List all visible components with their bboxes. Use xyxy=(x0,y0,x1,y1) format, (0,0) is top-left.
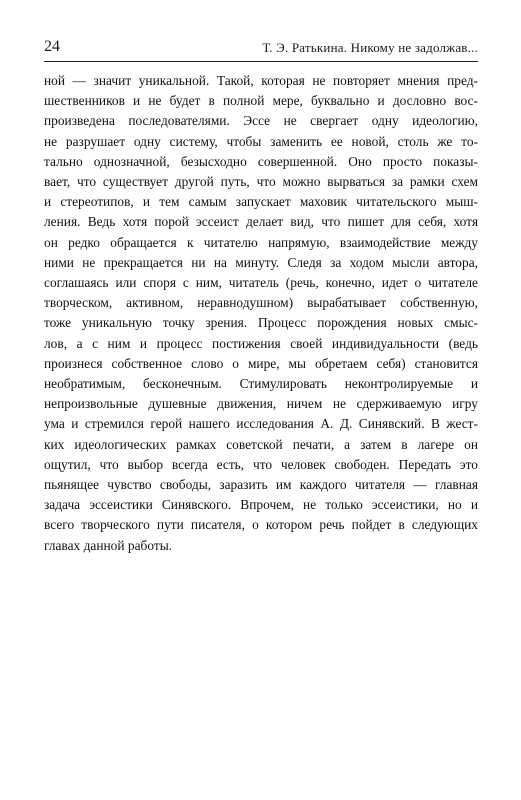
text-line: вает, что существует другой путь, что можно вырваться за рамки схем xyxy=(44,174,478,190)
text-line: ких идеологических рамках советской печати, а затем в лагере он xyxy=(44,436,478,452)
text-line: тоже уникальную точку зрения. Процесс порождения новых смыс- xyxy=(44,315,478,331)
text-line: ума и стремился герой нашего исследования А. Д. Синявский. В жест- xyxy=(44,416,478,432)
text-line: ними не прекращается ни на минуту. Следя за ходом мысли автора, xyxy=(44,254,478,270)
text-line: главах данной работы. xyxy=(44,537,173,553)
text-line: и стереотипов, и тем самым запускает маховик читательского мыш- xyxy=(44,194,478,210)
text-line: тально однозначной, безысходно совершенной. Оно просто показы- xyxy=(44,153,478,169)
text-line: задача эссеистики Синявского. Впрочем, не только эссеистики, но и xyxy=(44,497,478,513)
text-line: произведена последователями. Эссе не свергает одну идеологию, xyxy=(44,113,478,129)
text-line: ления. Ведь хотя порой эссеист делает вид, что пишет для себя, хотя xyxy=(44,214,478,230)
text-line: пьянящее чувство свободы, заразить им каждого читателя — главная xyxy=(44,477,478,493)
text-line: соглашаясь или споря с ним, читатель (речь, конечно, идет о читателе xyxy=(44,275,478,291)
text-line: всего творческого пути писателя, о котором речь пойдет в следующих xyxy=(44,517,478,533)
text-line: непроизвольные душевные движения, ничем не сдерживаемую игру xyxy=(44,396,478,412)
text-line: произнеся собственное слово о мире, мы обретаем себя) становится xyxy=(44,355,478,371)
body-paragraph xyxy=(44,71,478,556)
text-line: шественников и не будет в полной мере, буквально и дословно вос- xyxy=(44,93,478,109)
header-rule xyxy=(44,61,478,62)
text-line: он редко обращается к читателю напрямую, взаимодействие между xyxy=(44,234,478,250)
running-title: Т. Э. Ратькина. Никому не задолжав... xyxy=(262,40,478,55)
text-line: творческом, активном, неравнодушном) вырабатывает собственную, xyxy=(44,295,478,311)
text-line: необратимым, бесконечным. Стимулировать неконтролируемые и xyxy=(44,376,478,392)
page-number: 24 xyxy=(44,38,60,55)
text-line: не разрушает одну систему, чтобы заменить ее новой, столь же то- xyxy=(44,133,478,149)
text-line: ной — значит уникальной. Такой, которая не повторяет мнения пред- xyxy=(44,73,478,88)
text-line: ощутил, что выбор всегда есть, что человек свободен. Передать это xyxy=(44,456,478,472)
running-header xyxy=(44,38,478,62)
text-line: лов, а с ним и процесс постижения своей индивидуальности (ведь xyxy=(44,335,478,351)
